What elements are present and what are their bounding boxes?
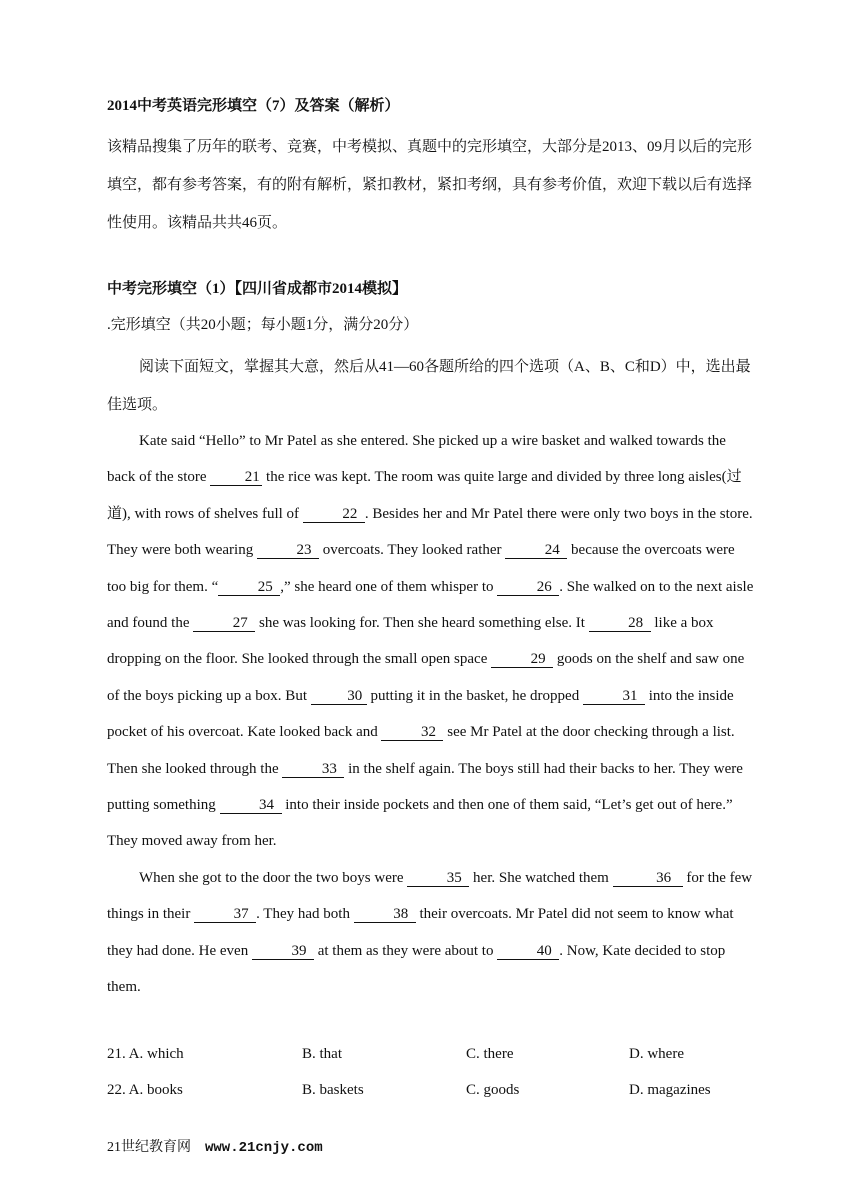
instruction-paragraph: 阅读下面短文，掌握其大意，然后从41—60各题所给的四个选项（A、B、C和D）中，选出最佳选项。 xyxy=(107,359,751,413)
page-footer xyxy=(107,1138,323,1158)
option-b: B. baskets xyxy=(302,1082,364,1098)
passage-text: see Mr Patel at the door checking through a list. Then she looked through the xyxy=(107,724,735,777)
option-d: D. where xyxy=(629,1046,684,1062)
passage-text: . Now, Kate decided to stop them. xyxy=(107,942,726,996)
answer-options xyxy=(107,1043,757,1115)
blank-22: 22 xyxy=(303,506,365,523)
blank-29: 29 xyxy=(491,651,553,668)
footer-label: 21世纪教育网 xyxy=(107,1140,191,1155)
passage-text: Kate said “Hello” to Mr Patel as she entered. She picked up a wire basket and walked towards the back of the store xyxy=(107,433,726,486)
passage-text: their overcoats. Mr Patel did not seem to know what they had done. He even xyxy=(107,906,734,959)
passage-text: putting it in the basket, he dropped xyxy=(366,687,583,704)
blank-27: 27 xyxy=(193,615,255,632)
passage-paragraph-1 xyxy=(107,423,757,860)
passage-text: the rice was kept. The room was quite large and divided by three long aisles(过道), with rows of shelves full of xyxy=(107,469,742,522)
passage-text: like a box dropping on the floor. She looked through the small open space xyxy=(107,615,714,668)
passage-text: . They had both xyxy=(256,906,354,923)
cloze-passage xyxy=(107,423,757,1006)
passage-text: at them as they were about to xyxy=(313,942,498,959)
blank-23: 23 xyxy=(257,542,319,559)
passage-text: because the overcoats were too big for them. “ xyxy=(107,542,735,595)
blank-25: 25 xyxy=(218,579,280,596)
blank-34: 34 xyxy=(220,797,282,814)
passage-paragraph-2 xyxy=(107,860,757,1006)
passage-text: into their inside pockets and then one of them said, “Let’s get out of here.” They moved away from her. xyxy=(107,797,733,850)
option-row-22 xyxy=(107,1079,757,1115)
intro-paragraph: 该精品搜集了历年的联考、竞赛，中考模拟、真题中的完形填空，大部分是2013、09月以后的完形填空，都有参考答案，有的附有解析，紧扣教材，紧扣考纲，具有参考价值，欢迎下载以后有选择性使用。该精品共共46页。 xyxy=(107,139,753,231)
blank-39: 39 xyxy=(252,943,314,960)
option-c: C. there xyxy=(466,1046,514,1062)
option-a: 22. A. books xyxy=(107,1082,183,1098)
blank-33: 33 xyxy=(282,761,344,778)
passage-text: overcoats. They looked rather xyxy=(318,542,506,559)
option-row-21 xyxy=(107,1043,757,1079)
passage-text: . Besides her and Mr Patel there were only two boys in the store. They were both wearing xyxy=(107,505,753,559)
option-b: B. that xyxy=(302,1046,342,1062)
blank-21: 21 xyxy=(210,469,262,486)
section-title: 中考完形填空（1）【四川省成都市2014模拟】 xyxy=(107,281,408,297)
document-title: 2014中考英语完形填空（7）及答案（解析） xyxy=(107,98,400,114)
blank-35: 35 xyxy=(407,870,469,887)
passage-text: for the few things in their xyxy=(107,869,753,923)
blank-24: 24 xyxy=(505,542,567,559)
option-c: C. goods xyxy=(466,1082,520,1098)
footer-site: www.21cnjy.com xyxy=(205,1140,323,1156)
option-d: D. magazines xyxy=(629,1082,711,1098)
option-a: 21. A. which xyxy=(107,1046,184,1062)
passage-text: When she got to the door the two boys were xyxy=(139,869,408,886)
passage-text: ,” she heard one of them whisper to xyxy=(280,578,498,595)
passage-text: she was looking for. Then she heard something else. It xyxy=(255,615,589,632)
passage-text: her. She watched them xyxy=(469,869,613,886)
blank-31: 31 xyxy=(583,688,645,705)
passage-text: . She walked on to the next aisle and found the xyxy=(107,578,754,632)
blank-38: 38 xyxy=(354,906,416,923)
blank-30: 30 xyxy=(311,688,367,705)
passage-text: in the shelf again. The boys still had their backs to her. They were putting something xyxy=(107,760,743,814)
blank-40: 40 xyxy=(497,943,559,960)
passage-text: into the inside pocket of his overcoat. Kate looked back and xyxy=(107,687,734,741)
blank-36: 36 xyxy=(613,870,683,887)
passage-text: goods on the shelf and saw one of the boys picking up a box. But xyxy=(107,651,745,704)
blank-26: 26 xyxy=(497,579,559,596)
blank-32: 32 xyxy=(381,724,443,741)
blank-28: 28 xyxy=(589,615,651,632)
blank-37: 37 xyxy=(194,906,256,923)
instruction-line: .完形填空（共20小题；每小题1分，满分20分） xyxy=(107,317,419,333)
